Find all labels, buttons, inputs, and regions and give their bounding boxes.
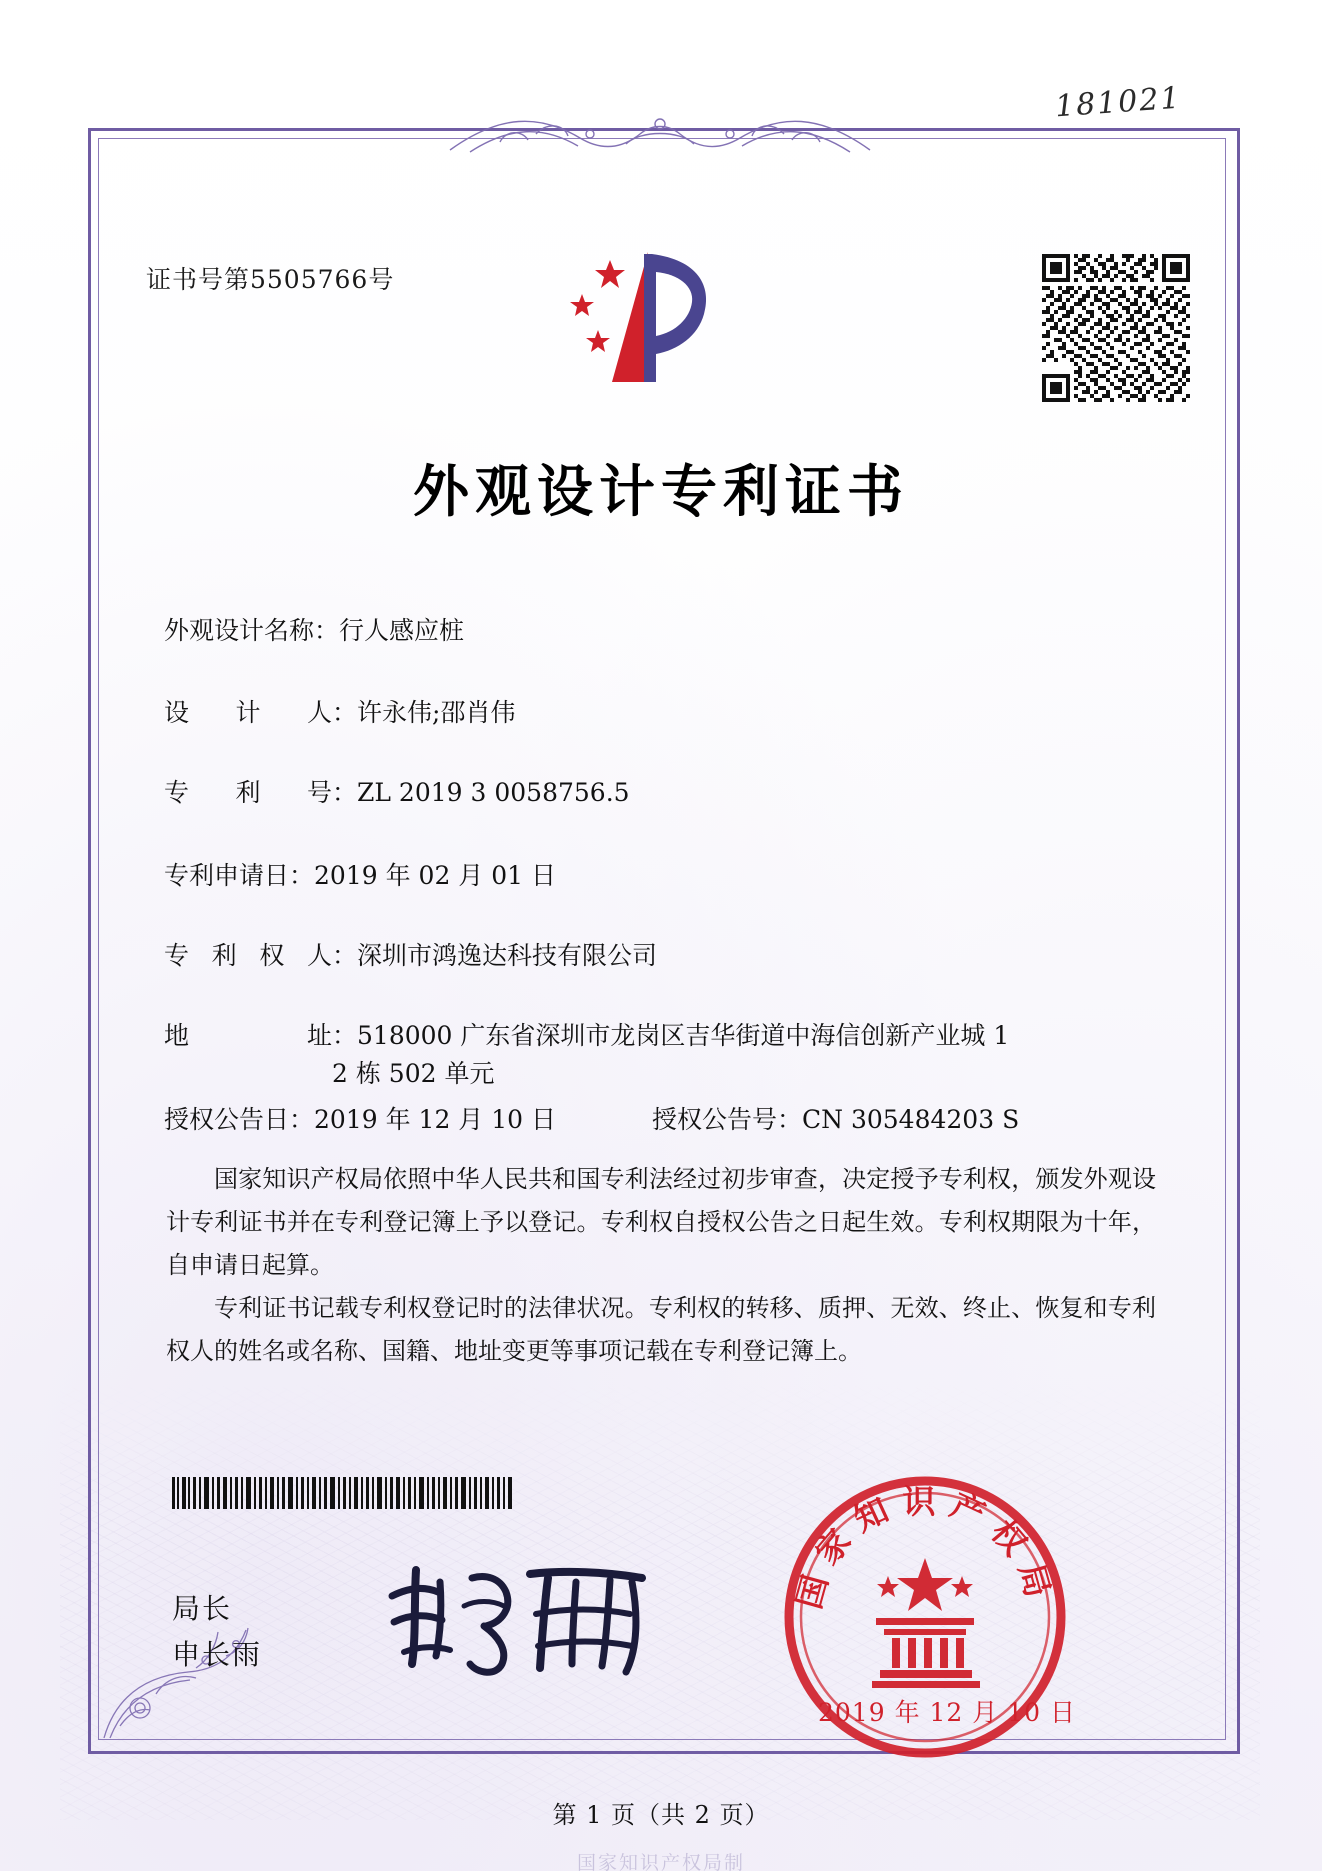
svg-text:国家知识产权局: 国家知识产权局 (788, 1482, 1062, 1613)
field-grant-number-value: CN 305484203 S (802, 1105, 1020, 1134)
field-patent-number-label: 专 利 号 (164, 778, 332, 807)
field-design-name (164, 612, 464, 650)
field-design-name-label: 外观设计名称： (164, 616, 340, 645)
handwritten-annotation: 181021 (1053, 80, 1183, 125)
field-grant-number-label: 授权公告号： (652, 1105, 803, 1134)
field-patentee-value: 深圳市鸿逸达科技有限公司 (357, 941, 658, 970)
page-title: 外观设计专利证书 (413, 459, 909, 525)
page-indicator: 第 1 页（共 2 页） (552, 1801, 770, 1829)
field-address: 地 址：518000 广东省深圳市龙岗区吉华街道中海信创新产业城 1 (164, 1017, 1009, 1055)
body-paragraph-1: 国家知识产权局依照中华人民共和国专利法经过初步审查，决定授予专利权，颁发外观设计专利证书并在专利登记簿上予以登记。专利权自授权公告之日起生效。专利权期限为十年，自申请日起算。 (166, 1165, 1156, 1279)
field-designer-label: 设 计 人 (164, 698, 332, 727)
bottom-faint-text: 国家知识产权局制 (576, 1852, 745, 1874)
director-title-label: 局长 (172, 1592, 233, 1625)
signature-block (172, 1586, 262, 1678)
field-address-line2: 2 栋 502 单元 (332, 1059, 495, 1088)
cnipa-emblem-icon (552, 242, 748, 392)
body-paragraph-2: 专利证书记载专利权登记时的法律状况。专利权的转移、质押、无效、终止、恢复和专利权人的姓名或名称、国籍、地址变更等事项记载在专利登记簿上。 (166, 1294, 1156, 1365)
field-patent-number-value: ZL 2019 3 0058756.5 (357, 778, 630, 807)
field-application-date-label: 专利申请日： (164, 861, 315, 890)
field-patentee-label: 专 利 权 人 (164, 941, 332, 970)
field-application-date-value: 2019 年 02 月 01 日 (314, 861, 556, 890)
seal-date: 2019 年 12 月 10 日 (818, 1698, 1076, 1727)
field-patent-number: 专 利 号：ZL 2019 3 0058756.5 (164, 774, 630, 812)
field-patentee: 专 利 权 人：深圳市鸿逸达科技有限公司 (164, 937, 657, 975)
field-address-value-line1: 518000 广东省深圳市龙岗区吉华街道中海信创新产业城 1 (357, 1021, 1010, 1050)
certificate-number: 证书号第5505766号 (146, 265, 395, 294)
field-designer: 设 计 人：许永伟;邵肖伟 (164, 694, 515, 732)
field-grant-date-value: 2019 年 12 月 10 日 (314, 1105, 556, 1134)
field-grant-number (652, 1101, 1019, 1139)
barcode-icon (172, 1477, 512, 1509)
field-address-label: 地 址 (164, 1021, 332, 1050)
qr-code-icon (1042, 254, 1190, 402)
field-application-date (164, 857, 556, 895)
field-grant-date (164, 1101, 556, 1139)
field-designer-value: 许永伟;邵肖伟 (357, 698, 516, 727)
field-grant-date-label: 授权公告日： (164, 1105, 315, 1134)
handwritten-signature (380, 1552, 670, 1682)
director-name-label: 申长雨 (172, 1638, 263, 1671)
field-design-name-value: 行人感应桩 (339, 616, 465, 645)
